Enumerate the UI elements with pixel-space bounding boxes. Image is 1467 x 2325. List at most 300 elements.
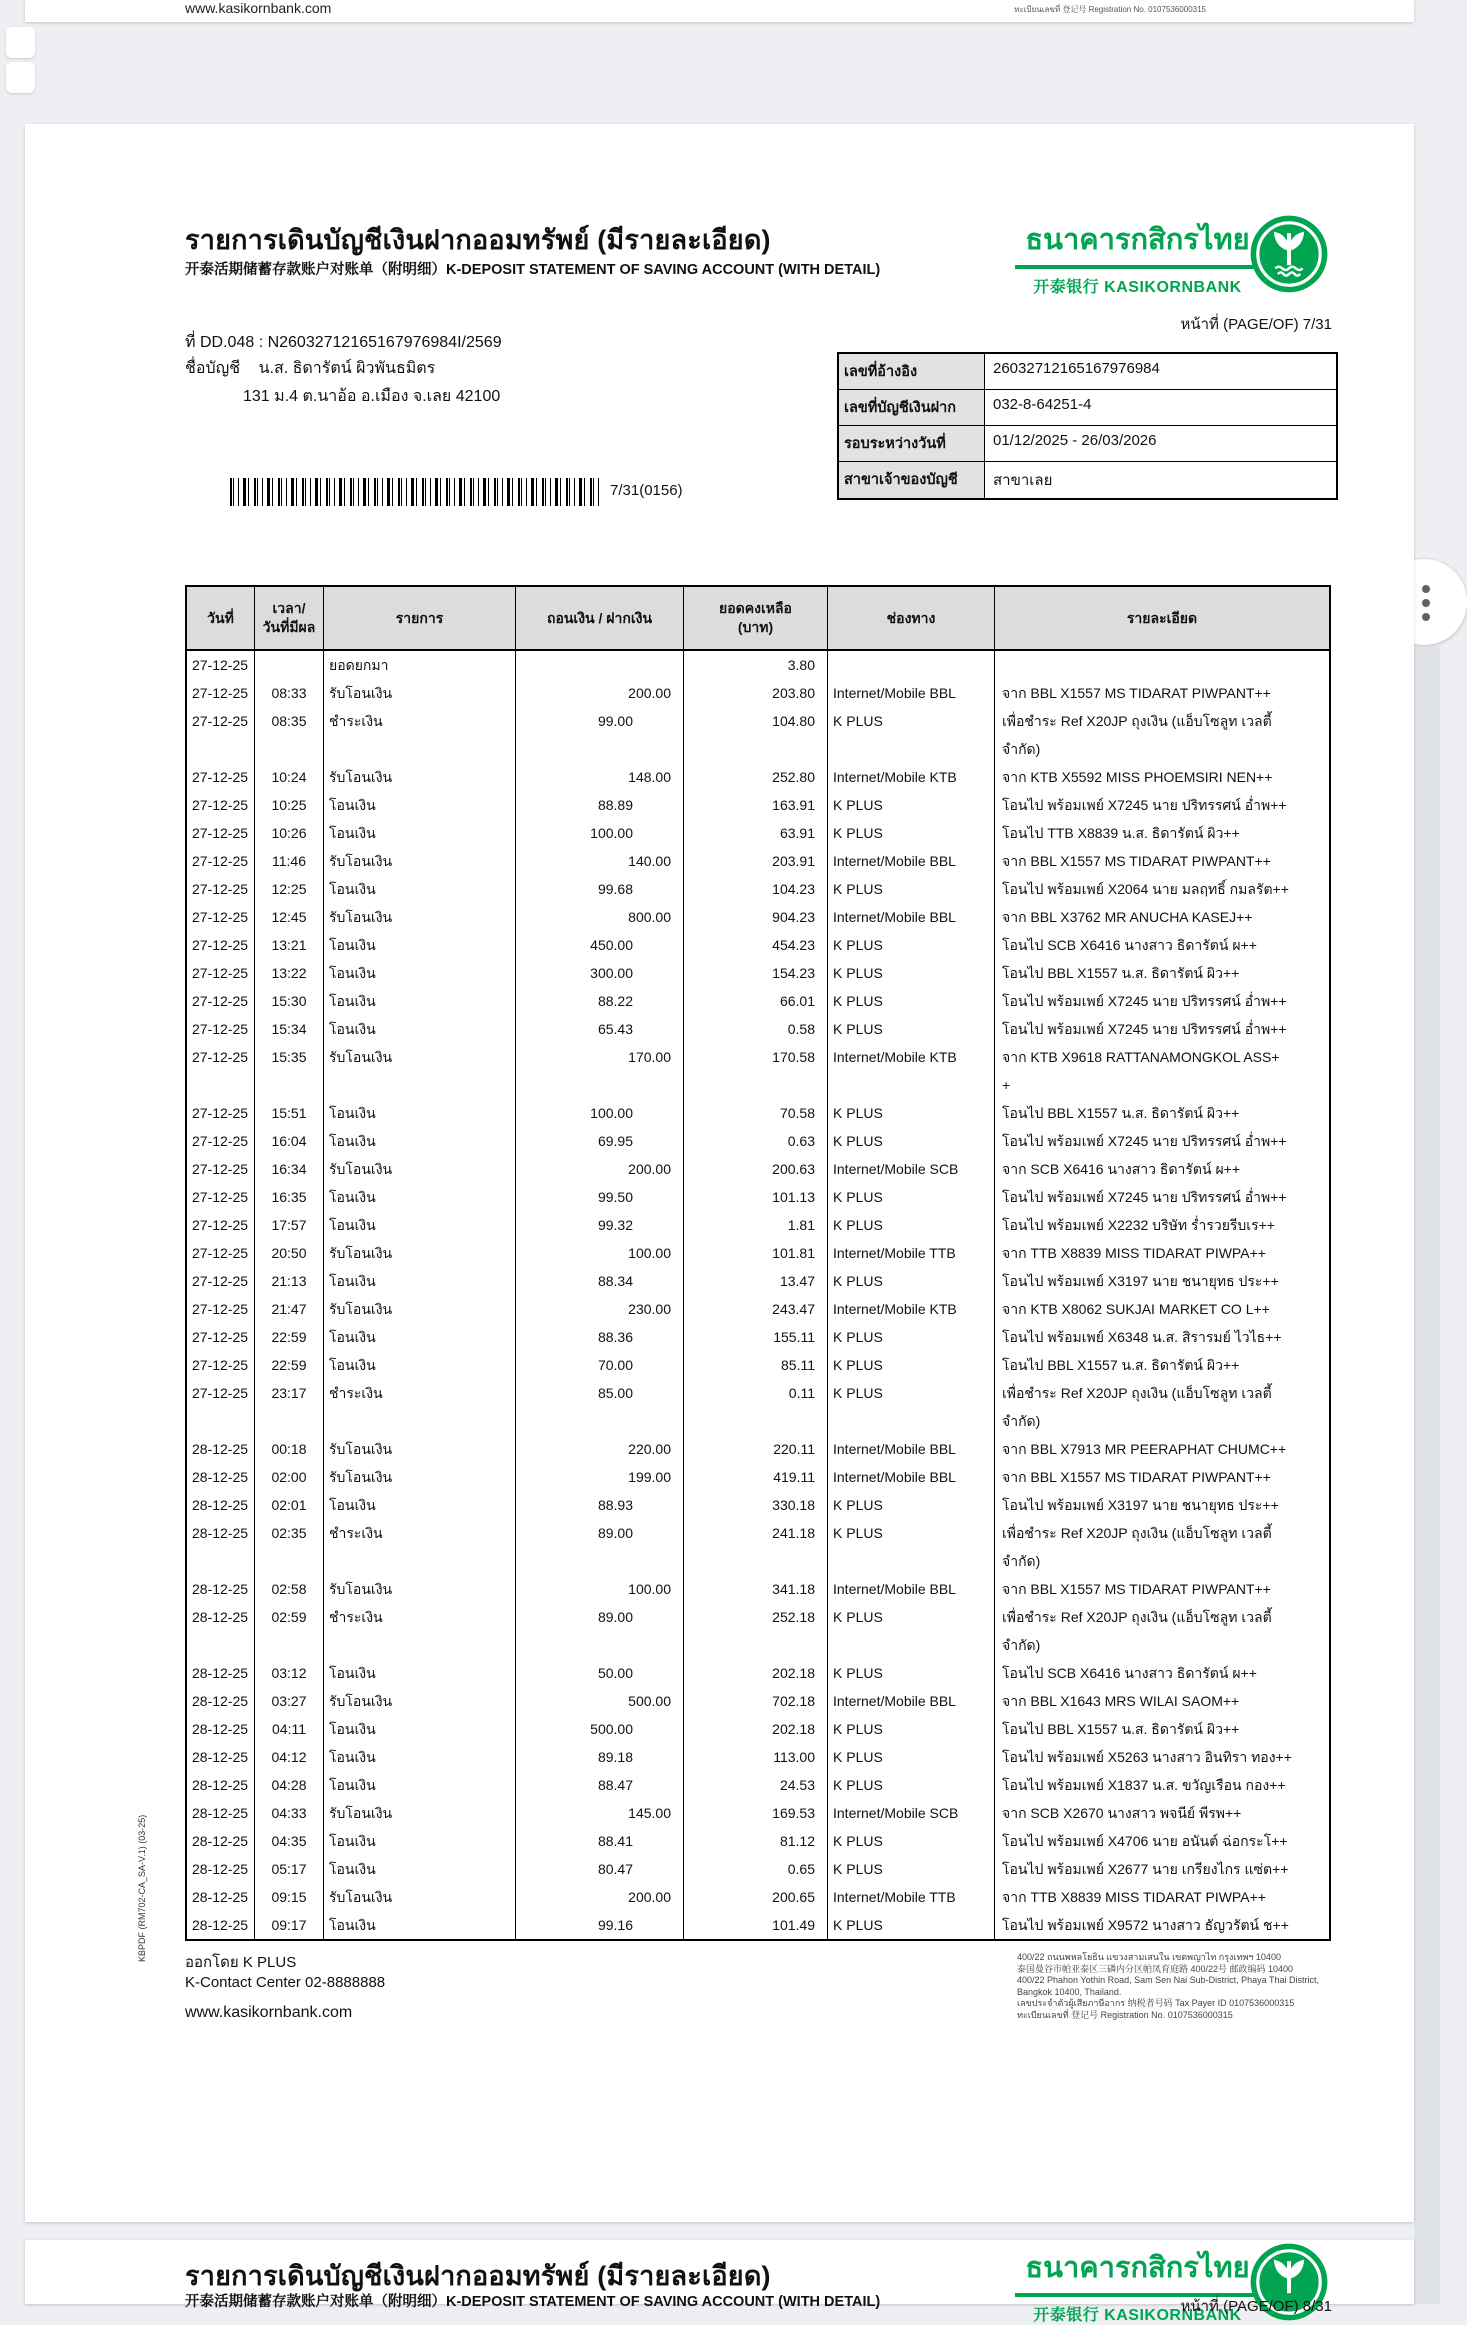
cell-channel: K PLUS <box>828 1015 995 1043</box>
cell-date: 28-12-25 <box>187 1519 255 1575</box>
detail-line-1: โอนไป พร้อมเพย์ X7245 นาย ปริทรรศน์ อ่ำพ++ <box>1002 1133 1287 1149</box>
barcode <box>230 478 602 506</box>
cell-description: โอนเงิน <box>324 1015 516 1043</box>
detail-line-1: โอนไป BBL X1557 น.ส. ธิดารัตน์ ผิว++ <box>1002 1357 1240 1373</box>
cell-description: ชำระเงิน <box>324 1603 516 1659</box>
bank-wordmark: ธนาคารกสิกรไทย 开泰银行 KASIKORNBANK <box>1015 2244 1260 2325</box>
statement-page-7 <box>25 124 1414 2222</box>
cell-detail <box>995 1211 1329 1239</box>
cell-date: 28-12-25 <box>187 1575 255 1603</box>
cell-time: 10:26 <box>255 819 324 847</box>
cell-date: 27-12-25 <box>187 1099 255 1127</box>
cell-description: โอนเงิน <box>324 1127 516 1155</box>
cell-description: รับโอนเงิน <box>324 1435 516 1463</box>
cell-channel: K PLUS <box>828 1855 995 1883</box>
cell-channel: K PLUS <box>828 1379 995 1435</box>
cell-amount: 85.00 <box>516 1379 684 1435</box>
table-row <box>187 1799 1329 1827</box>
cell-detail <box>995 1127 1329 1155</box>
cell-channel: K PLUS <box>828 1659 995 1687</box>
table-row <box>187 1351 1329 1379</box>
table-row <box>187 819 1329 847</box>
detail-line-1: โอนไป พร้อมเพย์ X3197 นาย ชนายุทธ ประ++ <box>1002 1497 1279 1513</box>
footer-registration-no: ทะเบียนเลขที่ 登记号 Registration No. 0107536000315 <box>1017 2009 1233 2020</box>
cell-detail <box>995 1603 1329 1659</box>
cell-description: โอนเงิน <box>324 1323 516 1351</box>
table-row <box>187 1519 1329 1575</box>
info-label: เลขที่อ้างอิง <box>839 354 985 389</box>
cell-description: รับโอนเงิน <box>324 1239 516 1267</box>
cell-time: 12:45 <box>255 903 324 931</box>
cell-description: ชำระเงิน <box>324 1519 516 1575</box>
cell-channel: K PLUS <box>828 1267 995 1295</box>
col-header-detail: รายละเอียด <box>1126 609 1198 626</box>
info-row <box>839 425 1336 461</box>
cell-description: รับโอนเงิน <box>324 1043 516 1099</box>
cell-detail <box>995 1855 1329 1883</box>
cell-date: 27-12-25 <box>187 819 255 847</box>
cell-channel: Internet/Mobile BBL <box>828 847 995 875</box>
cell-channel: K PLUS <box>828 1743 995 1771</box>
detail-line-1: จาก BBL X7913 MR PEERAPHAT CHUMC++ <box>1002 1441 1287 1457</box>
cell-balance: 3.80 <box>684 651 828 679</box>
info-label: สาขาเจ้าของบัญชี <box>839 462 985 498</box>
detail-line-1: โอนไป พร้อมเพย์ X7245 นาย ปริทรรศน์ อ่ำพ++ <box>1002 1189 1287 1205</box>
cell-description: รับโอนเงิน <box>324 1463 516 1491</box>
footer-taxpayer-id: เลขประจำตัวผู้เสียภาษีอากร 纳税者号码 Tax Payer ID 0107536000315 <box>1017 1998 1295 2008</box>
cell-date: 27-12-25 <box>187 1267 255 1295</box>
cell-date: 27-12-25 <box>187 763 255 791</box>
cell-description: โอนเงิน <box>324 1351 516 1379</box>
table-row <box>187 1127 1329 1155</box>
cell-balance: 81.12 <box>684 1827 828 1855</box>
cell-balance: 243.47 <box>684 1295 828 1323</box>
cell-balance: 170.58 <box>684 1043 828 1099</box>
cell-date: 27-12-25 <box>187 1015 255 1043</box>
cell-channel: K PLUS <box>828 1211 995 1239</box>
info-row <box>839 354 1336 389</box>
bank-wordmark: ธนาคารกสิกรไทย 开泰银行 KASIKORNBANK <box>1015 216 1260 297</box>
form-code-vertical: KBPDF (RM702-CA_SA-V.1) (03-25) <box>137 1814 147 1962</box>
cell-balance: 203.80 <box>684 679 828 707</box>
cell-channel: K PLUS <box>828 875 995 903</box>
cell-date: 27-12-25 <box>187 1043 255 1099</box>
cell-description: โอนเงิน <box>324 959 516 987</box>
table-row <box>187 1603 1329 1659</box>
cell-time: 02:58 <box>255 1575 324 1603</box>
footer-bank-address <box>1017 1952 1337 2021</box>
table-row <box>187 1911 1329 1939</box>
cell-balance: 0.63 <box>684 1127 828 1155</box>
cell-balance: 200.63 <box>684 1155 828 1183</box>
detail-line-2: จำกัด) <box>1002 1413 1041 1429</box>
table-row <box>187 1743 1329 1771</box>
table-row <box>187 1015 1329 1043</box>
account-name: น.ส. ธิดารัตน์ ผิวพันธมิตร <box>258 360 436 377</box>
cell-amount: 170.00 <box>516 1043 684 1099</box>
cell-time: 10:24 <box>255 763 324 791</box>
footer-contact: K-Contact Center 02-8888888 <box>185 1974 386 1991</box>
cell-time: 15:51 <box>255 1099 324 1127</box>
cell-balance: 0.65 <box>684 1855 828 1883</box>
cell-date: 28-12-25 <box>187 1687 255 1715</box>
cell-date: 27-12-25 <box>187 1379 255 1435</box>
cell-balance: 702.18 <box>684 1687 828 1715</box>
cell-channel: Internet/Mobile TTB <box>828 1239 995 1267</box>
cell-detail <box>995 1771 1329 1799</box>
cell-amount: 220.00 <box>516 1435 684 1463</box>
cell-balance: 904.23 <box>684 903 828 931</box>
cell-balance: 104.23 <box>684 875 828 903</box>
cell-date: 28-12-25 <box>187 1715 255 1743</box>
table-row <box>187 1435 1329 1463</box>
cell-time: 09:17 <box>255 1911 324 1939</box>
cell-amount: 69.95 <box>516 1127 684 1155</box>
cell-balance: 101.49 <box>684 1911 828 1939</box>
table-row <box>187 931 1329 959</box>
detail-line-1: โอนไป BBL X1557 น.ส. ธิดารัตน์ ผิว++ <box>1002 1721 1240 1737</box>
cell-date: 28-12-25 <box>187 1771 255 1799</box>
cell-detail <box>995 1323 1329 1351</box>
account-name-label: ชื่อบัญชี <box>185 360 241 377</box>
table-row <box>187 1043 1329 1099</box>
cell-time: 04:12 <box>255 1743 324 1771</box>
cell-amount: 300.00 <box>516 959 684 987</box>
detail-line-1: จาก TTB X8839 MISS TIDARAT PIWPA++ <box>1002 1245 1266 1261</box>
statement-subtitle: 开泰活期储蓄存款账户对账单（附明细）K-DEPOSIT STATEMENT OF SAVING ACCOUNT (WITH DETAIL) <box>185 2294 881 2310</box>
detail-line-1: โอนไป BBL X1557 น.ส. ธิดารัตน์ ผิว++ <box>1002 1105 1240 1121</box>
detail-line-1: โอนไป พร้อมเพย์ X3197 นาย ชนายุทธ ประ++ <box>1002 1273 1279 1289</box>
cell-balance: 154.23 <box>684 959 828 987</box>
cell-detail <box>995 1743 1329 1771</box>
footer-address-th: 400/22 ถนนพหลโยธิน แขวงสามเสนใน เขตพญาไท กรุงเทพฯ 10400 <box>1017 1952 1281 1962</box>
cell-channel: K PLUS <box>828 1715 995 1743</box>
cell-time: 16:04 <box>255 1127 324 1155</box>
cell-amount: 99.16 <box>516 1911 684 1939</box>
cell-date: 27-12-25 <box>187 931 255 959</box>
col-header-date: วันที่ <box>187 587 255 649</box>
barcode-label: 7/31(0156) <box>610 482 683 499</box>
cell-detail <box>995 679 1329 707</box>
detail-line-1: โอนไป TTB X8839 น.ส. ธิดารัตน์ ผิว++ <box>1002 825 1240 841</box>
cell-description: โอนเงิน <box>324 1211 516 1239</box>
detail-line-1: โอนไป พร้อมเพย์ X2232 บริษัท ร่ำรวยรีบเร++ <box>1002 1217 1275 1233</box>
detail-line-1: จาก BBL X1557 MS TIDARAT PIWPANT++ <box>1002 1469 1271 1485</box>
cell-time: 15:34 <box>255 1015 324 1043</box>
cell-amount: 89.00 <box>516 1519 684 1575</box>
table-row <box>187 1659 1329 1687</box>
cell-amount: 199.00 <box>516 1463 684 1491</box>
cell-channel: Internet/Mobile BBL <box>828 679 995 707</box>
cell-time <box>255 651 324 679</box>
cell-channel: K PLUS <box>828 1323 995 1351</box>
cell-description: โอนเงิน <box>324 1099 516 1127</box>
cell-balance: 252.18 <box>684 1603 828 1659</box>
cell-description: โอนเงิน <box>324 791 516 819</box>
previous-page-sliver <box>25 0 1414 22</box>
detail-line-1: โอนไป พร้อมเพย์ X2677 นาย เกรียงไกร แซ่ต++ <box>1002 1861 1289 1877</box>
cell-time: 13:21 <box>255 931 324 959</box>
cell-detail <box>995 959 1329 987</box>
detail-line-1: จาก BBL X3762 MR ANUCHA KASEJ++ <box>1002 909 1253 925</box>
col-header-time: เวลา/ วันที่มีผล <box>255 587 324 649</box>
cell-channel: K PLUS <box>828 959 995 987</box>
cell-date: 27-12-25 <box>187 707 255 763</box>
cell-amount: 88.41 <box>516 1827 684 1855</box>
cell-date: 27-12-25 <box>187 847 255 875</box>
cell-detail <box>995 1715 1329 1743</box>
cell-detail <box>995 1575 1329 1603</box>
table-row <box>187 1883 1329 1911</box>
cell-description: โอนเงิน <box>324 987 516 1015</box>
scrollbar[interactable] <box>1414 647 1440 2304</box>
cell-description: รับโอนเงิน <box>324 903 516 931</box>
footer-address-cn: 泰国曼谷市帕亚泰区三磷内分区帕凤育庭路 400/22号 邮政编码 10400 <box>1017 1963 1294 1974</box>
cell-time: 23:17 <box>255 1379 324 1435</box>
info-row <box>839 389 1336 425</box>
cell-detail <box>995 819 1329 847</box>
cell-channel <box>828 651 995 679</box>
cell-balance: 454.23 <box>684 931 828 959</box>
cell-amount: 450.00 <box>516 931 684 959</box>
cell-amount: 500.00 <box>516 1715 684 1743</box>
detail-line-1: จาก BBL X1557 MS TIDARAT PIWPANT++ <box>1002 853 1271 869</box>
cell-description: โอนเงิน <box>324 1659 516 1687</box>
cell-amount: 50.00 <box>516 1659 684 1687</box>
table-row <box>187 903 1329 931</box>
cell-detail <box>995 1015 1329 1043</box>
cell-amount: 99.32 <box>516 1211 684 1239</box>
account-address: 131 ม.4 ต.นาอ้อ อ.เมือง จ.เลย 42100 <box>243 388 501 405</box>
cell-amount: 88.47 <box>516 1771 684 1799</box>
cell-channel: Internet/Mobile BBL <box>828 1575 995 1603</box>
cell-balance: 169.53 <box>684 1799 828 1827</box>
cell-time: 04:28 <box>255 1771 324 1799</box>
cell-description: ชำระเงิน <box>324 1379 516 1435</box>
cell-balance: 66.01 <box>684 987 828 1015</box>
col-header-amount: ถอนเงิน / ฝากเงิน <box>516 587 684 649</box>
detail-line-1: โอนไป SCB X6416 นางสาว ธิดารัตน์ ผ++ <box>1002 1665 1257 1681</box>
cell-amount: 89.00 <box>516 1603 684 1659</box>
cell-description: โอนเงิน <box>324 1827 516 1855</box>
cell-description: โอนเงิน <box>324 931 516 959</box>
prev-page-website: www.kasikornbank.com <box>185 0 332 16</box>
detail-line-1: โอนไป พร้อมเพย์ X2064 นาย มลฤทธิ์ กมลรัต++ <box>1002 881 1289 897</box>
cell-channel: K PLUS <box>828 1183 995 1211</box>
cell-date: 28-12-25 <box>187 1603 255 1659</box>
table-row <box>187 1239 1329 1267</box>
cell-balance: 203.91 <box>684 847 828 875</box>
cell-channel: Internet/Mobile BBL <box>828 1435 995 1463</box>
cell-date: 27-12-25 <box>187 1211 255 1239</box>
footer-website: www.kasikornbank.com <box>185 2004 353 2021</box>
cell-detail <box>995 1827 1329 1855</box>
detail-line-2: + <box>1002 1077 1011 1093</box>
detail-line-1: โอนไป พร้อมเพย์ X7245 นาย ปริทรรศน์ อ่ำพ++ <box>1002 1021 1287 1037</box>
cell-balance: 200.65 <box>684 1883 828 1911</box>
left-edge-card <box>6 27 35 58</box>
cell-time: 03:12 <box>255 1659 324 1687</box>
cell-channel: Internet/Mobile BBL <box>828 903 995 931</box>
table-row <box>187 1771 1329 1799</box>
table-row <box>187 1295 1329 1323</box>
detail-line-1: จาก BBL X1557 MS TIDARAT PIWPANT++ <box>1002 1581 1271 1597</box>
info-row <box>839 461 1336 498</box>
cell-detail <box>995 1911 1329 1939</box>
cell-date: 28-12-25 <box>187 1911 255 1939</box>
kasikornbank-logo-icon <box>1249 214 1329 294</box>
page-of-label: หน้าที่ (PAGE/OF) 8/31 <box>1180 2298 1332 2315</box>
cell-time: 17:57 <box>255 1211 324 1239</box>
cell-balance: 202.18 <box>684 1715 828 1743</box>
cell-date: 27-12-25 <box>187 875 255 903</box>
cell-detail <box>995 1659 1329 1687</box>
cell-balance: 63.91 <box>684 819 828 847</box>
cell-channel: Internet/Mobile BBL <box>828 1687 995 1715</box>
table-row <box>187 1155 1329 1183</box>
table-header-row <box>187 587 1329 651</box>
table-row <box>187 1855 1329 1883</box>
detail-line-1: โอนไป SCB X6416 นางสาว ธิดารัตน์ ผ++ <box>1002 937 1257 953</box>
cell-amount: 80.47 <box>516 1855 684 1883</box>
cell-detail <box>995 987 1329 1015</box>
col-header-description: รายการ <box>324 587 516 649</box>
cell-date: 28-12-25 <box>187 1435 255 1463</box>
cell-time: 02:00 <box>255 1463 324 1491</box>
cell-time: 21:13 <box>255 1267 324 1295</box>
info-value: 032-8-64251-4 <box>993 396 1092 413</box>
statement-subtitle: 开泰活期储蓄存款账户对账单（附明细）K-DEPOSIT STATEMENT OF SAVING ACCOUNT (WITH DETAIL) <box>185 262 881 278</box>
cell-time: 02:35 <box>255 1519 324 1575</box>
table-row <box>187 1491 1329 1519</box>
cell-amount <box>516 651 684 679</box>
cell-detail <box>995 1435 1329 1463</box>
cell-balance: 101.81 <box>684 1239 828 1267</box>
cell-time: 21:47 <box>255 1295 324 1323</box>
cell-date: 27-12-25 <box>187 679 255 707</box>
reference-line: ที่ DD.048 : N26032712165167976984I/2569 <box>185 334 502 351</box>
cell-balance: 241.18 <box>684 1519 828 1575</box>
cell-amount: 88.34 <box>516 1267 684 1295</box>
cell-channel: K PLUS <box>828 1827 995 1855</box>
cell-detail <box>995 1519 1329 1575</box>
table-row <box>187 1211 1329 1239</box>
table-row <box>187 1267 1329 1295</box>
cell-time: 13:22 <box>255 959 324 987</box>
cell-balance: 330.18 <box>684 1491 828 1519</box>
cell-amount: 145.00 <box>516 1799 684 1827</box>
col-header-balance: ยอดคงเหลือ (บาท) <box>684 587 828 649</box>
page-of-label: หน้าที่ (PAGE/OF) 7/31 <box>1180 316 1332 333</box>
cell-time: 22:59 <box>255 1351 324 1379</box>
cell-time: 15:35 <box>255 1043 324 1099</box>
cell-balance: 419.11 <box>684 1463 828 1491</box>
footer-address-en: 400/22 Phahon Yothin Road, Sam Sen Nai Sub-District, Phaya Thai District, Bangkok 10400, Thailand. <box>1017 1975 1320 1997</box>
cell-balance: 0.58 <box>684 1015 828 1043</box>
left-edge-card <box>6 62 35 93</box>
cell-amount: 200.00 <box>516 679 684 707</box>
cell-balance: 202.18 <box>684 1659 828 1687</box>
cell-detail <box>995 931 1329 959</box>
cell-balance: 24.53 <box>684 1771 828 1799</box>
table-row <box>187 763 1329 791</box>
cell-description: รับโอนเงิน <box>324 847 516 875</box>
cell-channel: K PLUS <box>828 1603 995 1659</box>
cell-description: โอนเงิน <box>324 875 516 903</box>
cell-amount: 100.00 <box>516 1575 684 1603</box>
cell-detail <box>995 1463 1329 1491</box>
cell-amount: 140.00 <box>516 847 684 875</box>
cell-date: 27-12-25 <box>187 1127 255 1155</box>
cell-amount: 88.93 <box>516 1491 684 1519</box>
cell-balance: 0.11 <box>684 1379 828 1435</box>
cell-time: 02:59 <box>255 1603 324 1659</box>
cell-date: 27-12-25 <box>187 791 255 819</box>
cell-time: 12:25 <box>255 875 324 903</box>
cell-channel: K PLUS <box>828 1519 995 1575</box>
col-header-channel: ช่องทาง <box>828 587 995 649</box>
cell-detail <box>995 1155 1329 1183</box>
cell-date: 28-12-25 <box>187 1743 255 1771</box>
cell-channel: K PLUS <box>828 1771 995 1799</box>
cell-detail <box>995 1295 1329 1323</box>
detail-line-1: โอนไป พร้อมเพย์ X5263 นางสาว อินทิรา ทอง++ <box>1002 1749 1292 1765</box>
detail-line-1: เพื่อชำระ Ref X20JP ถุงเงิน (แอ็บโซลูท เวลตี้ <box>1002 1525 1272 1541</box>
statement-title: รายการเดินบัญชีเงินฝากออมทรัพย์ (มีรายละเอียด) <box>185 2261 771 2291</box>
table-row <box>187 1575 1329 1603</box>
cell-detail <box>995 1687 1329 1715</box>
cell-description: ยอดยกมา <box>324 651 516 679</box>
info-label: รอบระหว่างวันที่ <box>839 426 985 461</box>
cell-detail <box>995 1043 1329 1099</box>
cell-detail <box>995 1183 1329 1211</box>
cell-amount: 70.00 <box>516 1351 684 1379</box>
cell-detail <box>995 1239 1329 1267</box>
cell-channel: Internet/Mobile SCB <box>828 1799 995 1827</box>
cell-channel: Internet/Mobile KTB <box>828 763 995 791</box>
cell-detail <box>995 651 1329 679</box>
table-row <box>187 1827 1329 1855</box>
cell-time: 00:18 <box>255 1435 324 1463</box>
cell-time: 20:50 <box>255 1239 324 1267</box>
cell-channel: K PLUS <box>828 819 995 847</box>
detail-line-1: โอนไป พร้อมเพย์ X7245 นาย ปริทรรศน์ อ่ำพ++ <box>1002 797 1287 813</box>
table-row <box>187 1099 1329 1127</box>
cell-amount: 200.00 <box>516 1155 684 1183</box>
cell-description: โอนเงิน <box>324 1491 516 1519</box>
cell-description: รับโอนเงิน <box>324 1155 516 1183</box>
cell-time: 11:46 <box>255 847 324 875</box>
cell-amount: 200.00 <box>516 1883 684 1911</box>
cell-channel: K PLUS <box>828 1099 995 1127</box>
cell-channel: K PLUS <box>828 1491 995 1519</box>
table-row <box>187 959 1329 987</box>
cell-amount: 100.00 <box>516 1099 684 1127</box>
cell-amount: 100.00 <box>516 819 684 847</box>
table-row <box>187 875 1329 903</box>
cell-detail <box>995 1883 1329 1911</box>
detail-line-2: จำกัด) <box>1002 1553 1041 1569</box>
footer-issued-by: ออกโดย K PLUS <box>185 1954 297 1971</box>
cell-description: โอนเงิน <box>324 1855 516 1883</box>
cell-description: รับโอนเงิน <box>324 1883 516 1911</box>
detail-line-1: โอนไป BBL X1557 น.ส. ธิดารัตน์ ผิว++ <box>1002 965 1240 981</box>
cell-date: 27-12-25 <box>187 651 255 679</box>
cell-amount: 148.00 <box>516 763 684 791</box>
cell-detail <box>995 763 1329 791</box>
cell-balance: 85.11 <box>684 1351 828 1379</box>
cell-time: 05:17 <box>255 1855 324 1883</box>
